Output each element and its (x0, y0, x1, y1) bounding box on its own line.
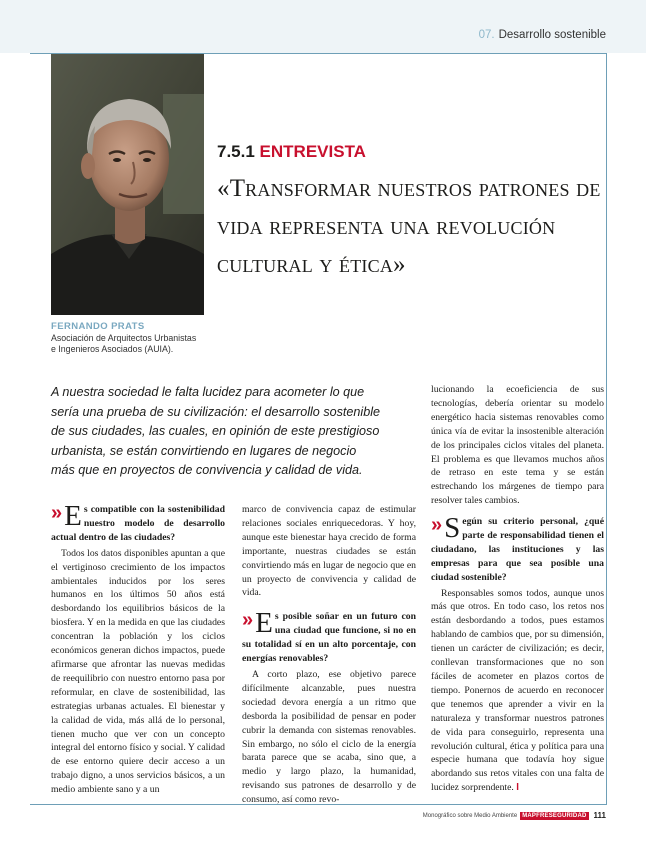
affiliation-line-1: Asociación de Arquitectos Urbanistas (51, 333, 197, 343)
question-2-text: s posible soñar en un futuro con una ciudad que funcione, si no en su totalidad sí en un alto porcentaje, con energías renovables? (242, 611, 416, 665)
question-2 (242, 607, 416, 666)
frame-rule-right (606, 53, 607, 805)
question-3 (431, 512, 604, 585)
article-headline: «Transformar nuestros patrones de vida representa una revolución cultural y ética» (217, 175, 601, 278)
section-heading (217, 142, 366, 162)
interviewee-photo (51, 54, 204, 315)
running-header (479, 29, 606, 41)
interviewee-name: FERNANDO PRATS (51, 321, 145, 332)
drop-cap: E (64, 500, 82, 532)
question-marker: » (51, 502, 63, 524)
section-number: 7.5.1 (217, 142, 255, 161)
text-column-3-top (431, 383, 604, 508)
question-1-text: s compatible con la sostenibilidad nuestro modelo de desarrollo actual dentro de las ciudades? (51, 504, 225, 543)
portrait-illustration (51, 54, 204, 315)
answer-2: A corto plazo, ese objetivo parece difícilmente alcanzable, pues nuestra sociedad devora energía a un ritmo que desborda la posibilidad de pensar en poder cubrir la demanda con sistemas renovables. Sin embargo, no sólo el ciclo de la energía barata parece que se acaba, sino que, a medio y largo plazo, la humanidad, revisando sus patrones de desarrollo y de consumo, así como revo- (242, 668, 416, 806)
drop-cap: S (444, 512, 461, 544)
article-lead: A nuestra sociedad le falta lucidez para acometer lo que sería una prueba de su civilización: el desarrollo sostenible de sus ciudades, las cuales, en opinión de este prestigioso urbanista, se están convirtiendo en lugares de negocio más que en proyectos de convivencia y calidad de vida. (51, 385, 381, 477)
text-column-2 (242, 503, 416, 807)
question-marker: » (242, 609, 254, 632)
question-marker: » (431, 514, 443, 536)
section-label: ENTREVISTA (259, 142, 366, 161)
end-mark: I (516, 782, 519, 794)
footer-brand-logo: MAPFRESEGURIDAD (522, 812, 587, 819)
answer-3-text: Responsables somos todos, aunque unos más que otros. En todo caso, los retos nos están desbordando a todos, pues estamos hablando de cambios que, por su dimensión, tienen un carácter de civilización; es decir, conllevan transformaciones que no son fáciles de acometer en plazos cortos de tiempo. Ponernos de acuerdo en reconocer que tenemos que aprender a vivir en la naturaleza y transformar nuestros patrones de vida para conseguirlo, representa una revolución cultural, ética y política para una especie humana que todavía hoy sigue abordando sus retos vitales con una falta de lucidez sorprendente. (431, 587, 604, 794)
answer-1-continued: marco de convivencia capaz de estimular relaciones sociales enriquecedoras. Y hoy, aunque este bienestar haya crecido de forma importante, nuestras ciudades se están convirtiendo más en lugar de negocio que en un proyecto de convivencia y calidad de vida. (242, 504, 416, 599)
question-1 (51, 500, 225, 545)
answer-2-continued: lucionando la ecoeficiencia de sus tecnologías, debería orientar su modelo energético hacia sistemas renovables como única vía de evitar la insostenible alteración de los principales ciclos vitales del planeta. El problema es que llevamos muchos años de retraso en este tema y se están estrechando los márgenes de tiempo para resolver tales cambios. (431, 384, 604, 507)
text-column-1 (51, 500, 225, 797)
page-number: 111 (593, 811, 606, 820)
drop-cap: E (255, 607, 273, 640)
question-3-text: egún su criterio personal, ¿qué parte de responsabilidad tienen el ciudadano, las instituciones y las empresas para que sea posible una ciudad sostenible? (431, 516, 604, 583)
affiliation-line-2: e Ingenieros Asociados (AUIA). (51, 344, 174, 354)
answer-1: Todos los datos disponibles apuntan a que el vertiginoso crecimiento de los impactos ambientales inducidos por los seres humanos en los últimos 50 años está desbordando los equilibrios básicos de la biosfera. Y en la medida en que las ciudades concentran la población y los ciclos económicos generan dichos impactos, puede afirmarse que afrontar las nuevas medidas de reequilibrio con nuestro entorno pasa por reformular, en clave de sostenibilidad, las estrategias urbanas actuales. El bienestar y la calidad de vida, más allá de lo personal, tienen mucho que ver con un concepto integral del entorno físico y social. Y calidad de ese entorno quiere decir acceso a un trabajo digno, a unos servicios básicos, a un medio ambiente sano y a un (51, 547, 225, 796)
page-footer (423, 811, 606, 820)
text-column-3-bottom (431, 512, 604, 795)
answer-3 (431, 587, 604, 796)
footer-publication: Monográfico sobre Medio Ambiente (422, 812, 518, 819)
header-section-title: Desarrollo sostenible (498, 29, 606, 41)
header-bar (0, 0, 646, 53)
interviewee-affiliation (51, 333, 221, 355)
header-section-number: 07. (478, 29, 495, 41)
